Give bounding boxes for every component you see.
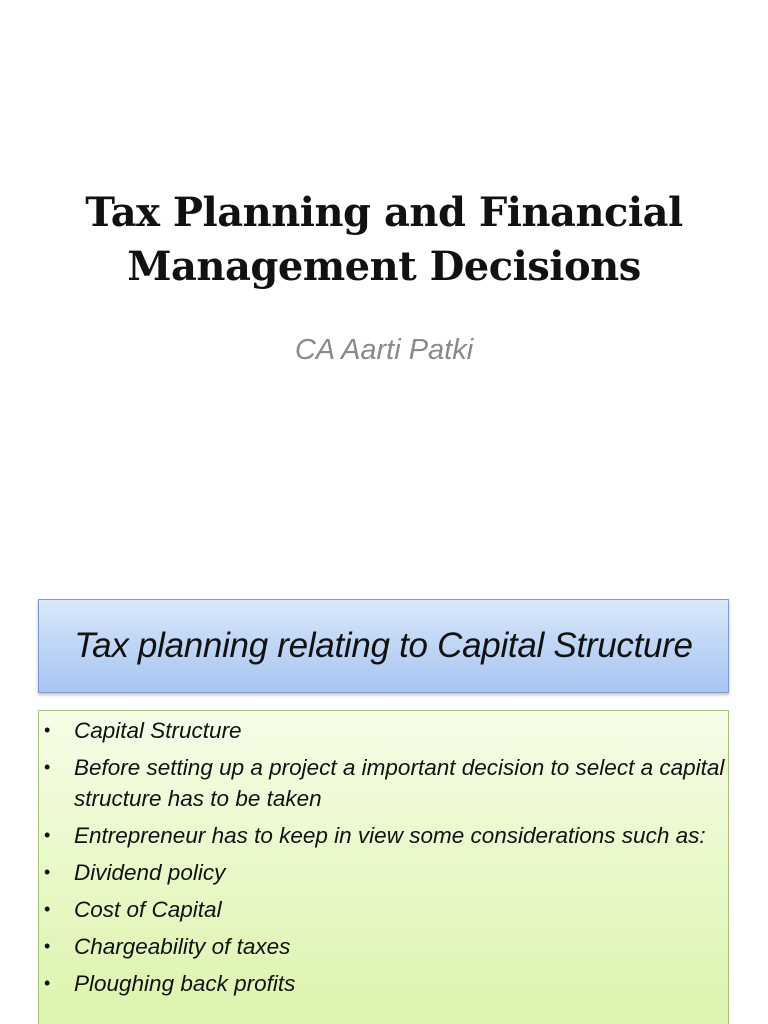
slide-title-line-1: Tax Planning and Financial [85, 189, 683, 236]
bullet-text: Dividend policy [74, 860, 226, 885]
bullet-text: Entrepreneur has to keep in view some considerations such as: [74, 823, 706, 848]
bullet-item [39, 752, 728, 814]
bullet-item [39, 894, 728, 925]
bullet-icon: • [44, 936, 51, 956]
bullet-text: Chargeability of taxes [74, 934, 291, 959]
bullet-text: Cost of Capital [74, 897, 222, 922]
bullet-text: Capital Structure [74, 718, 242, 743]
bullet-icon: • [44, 973, 51, 993]
bullet-item [39, 820, 728, 851]
slide-heading-box [38, 599, 729, 693]
bullet-icon: • [44, 899, 51, 919]
slide-heading: Tax planning relating to Capital Structure [74, 626, 693, 665]
bullet-icon: • [44, 862, 51, 882]
bullet-list-box [38, 710, 729, 1024]
bullet-icon: • [44, 825, 51, 845]
bullet-item [39, 857, 728, 888]
slide-subtitle: CA Aarti Patki [294, 334, 474, 366]
bullet-item [39, 931, 728, 962]
content-slide [0, 578, 768, 1024]
bullet-item [39, 968, 728, 999]
bullet-icon: • [44, 757, 51, 777]
bullet-text: Before setting up a project a important decision to select a capital structure has to be taken [74, 755, 725, 811]
slide-title [0, 186, 768, 294]
bullet-list [39, 711, 728, 999]
bullet-item [39, 715, 728, 746]
bullet-icon: • [44, 720, 51, 740]
slide-title-line-2: Management Decisions [127, 243, 641, 290]
bullet-text: Ploughing back profits [74, 971, 296, 996]
